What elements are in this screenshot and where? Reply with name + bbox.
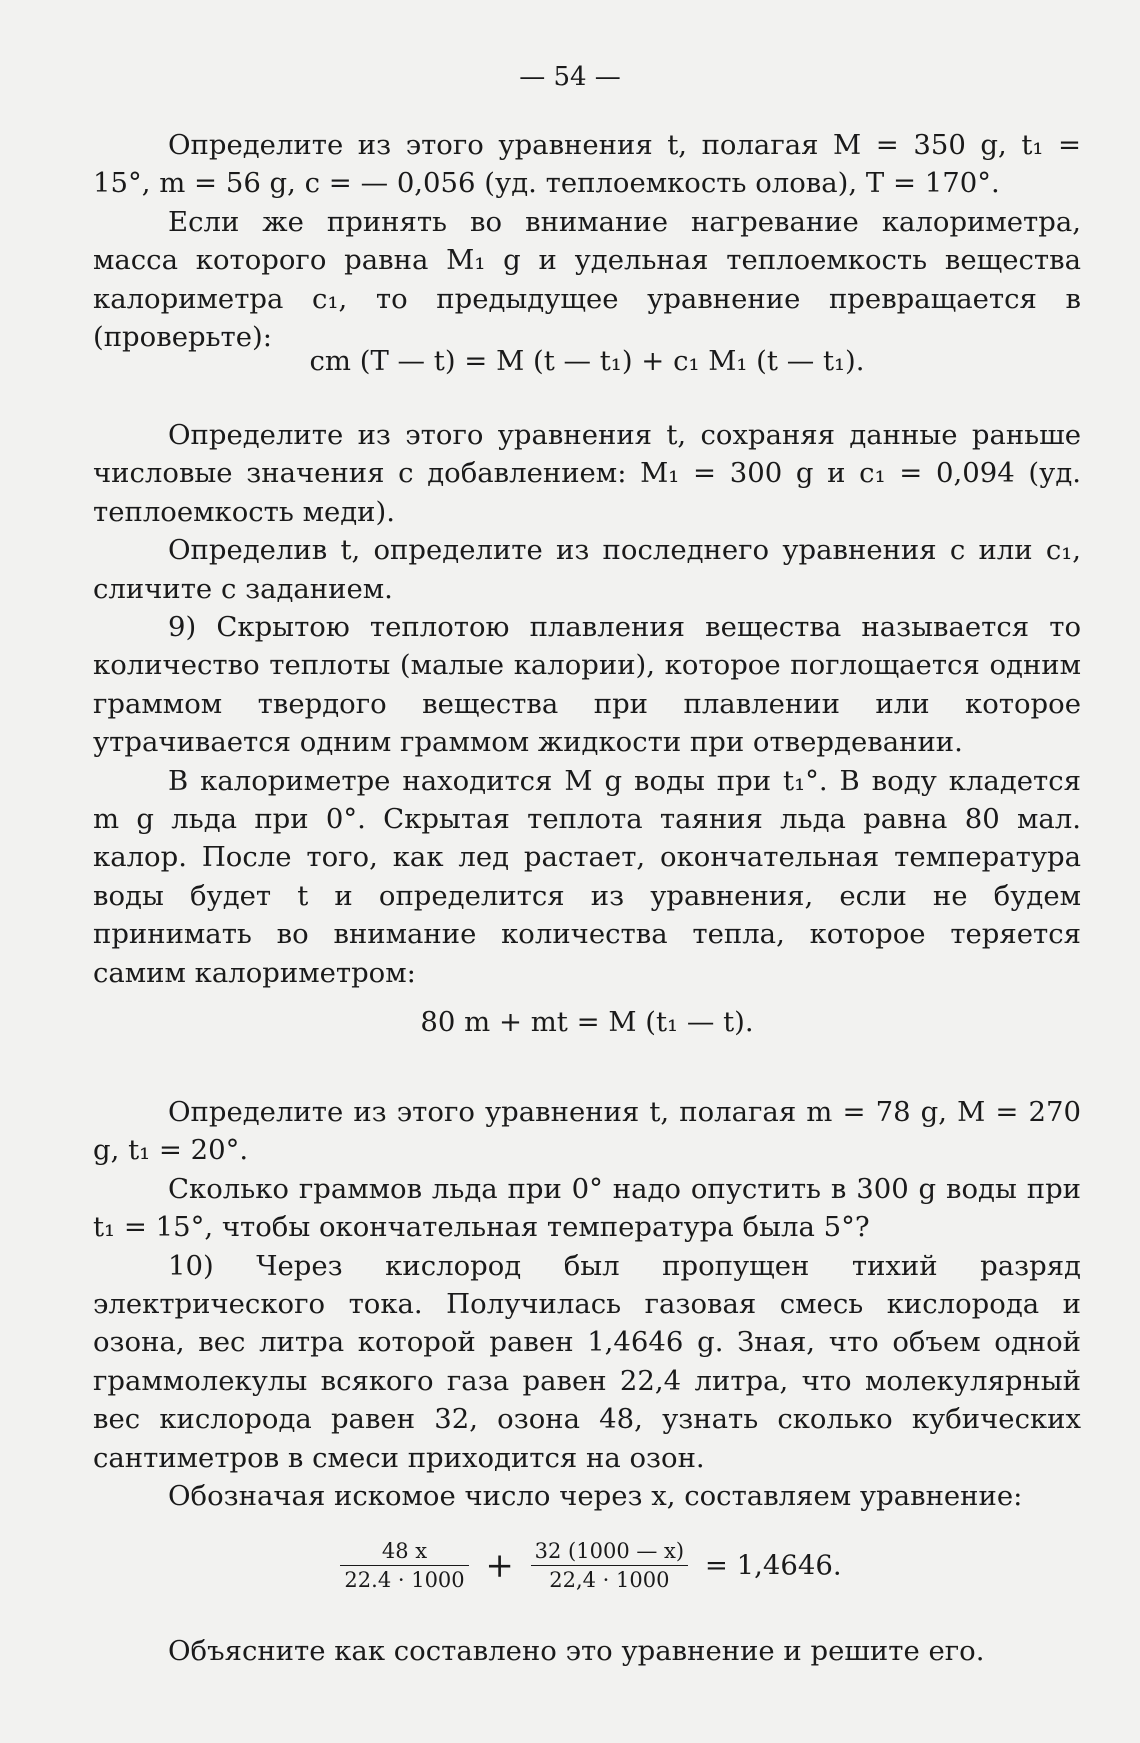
paragraph: Сколько граммов льда при 0° надо опустить в 300 g воды при t₁ = 15°, чтобы окончательная температура была 5°? — [93, 1172, 1081, 1244]
equation-rhs: = 1,4646. — [704, 1549, 842, 1582]
paragraph: Определите из этого уравнения t, полагая M = 350 g, t₁ = 15°, m = 56 g, c = — 0,056 (уд. теплоемкость олова), T = 170°. — [93, 129, 1081, 200]
paragraph: Если же принять во внимание нагревание калориметра, масса которого равна M₁ g и удельная теплоемкость вещества калориметра c₁, то предыдущее уравнение превращается в (проверьте): — [93, 205, 1081, 354]
paragraph: Обозначая искомое число через x, составляем уравнение: — [168, 1480, 1023, 1513]
equation: cm (T — t) = M (t — t₁) + c₁ M₁ (t — t₁). — [309, 345, 865, 377]
equation: 80 m + mt = M (t₁ — t). — [420, 1006, 754, 1038]
paragraph: 10) Через кислород был пропущен тихий разряд электрического тока. Получилась газовая смесь кислорода и озона, вес литра которой равен 1,4646 g. Зная, что объем одной граммолекулы всякого газа равен 22,4 литра, что молекулярный вес кислорода равен 32, озона 48, узнать сколько кубических сантиметров в смеси приходится на озон. — [93, 1249, 1081, 1474]
plus-sign: + — [485, 1545, 514, 1586]
paragraph: Определив t, определите из последнего уравнения c или c₁, сличите с заданием. — [93, 534, 1081, 605]
paragraph: Определите из этого уравнения t, сохраняя данные раньше числовые значения с добавлением: M₁ = 300 g и c₁ = 0,094 (уд. теплоемкость меди). — [93, 419, 1081, 528]
equation-1 — [93, 342, 1081, 380]
numerator: 32 (1000 — x) — [531, 1538, 688, 1566]
equation — [93, 1538, 1081, 1593]
denominator: 22,4 · 1000 — [549, 1568, 670, 1592]
paragraph: В калориметре находится M g воды при t₁°. В воду кладется m g льда при 0°. Скрытая теплота таяния льда равна 80 мал. калор. После того, как лед растает, окончательная температура воды будет t и определится из уравнения, если не будем принимать во внимание количества тепла, которое теряется самим калориметром: — [93, 764, 1081, 989]
equation-3 — [93, 1538, 1081, 1593]
fraction — [340, 1538, 468, 1593]
text-block-final — [93, 1632, 1081, 1670]
paragraph: Объясните как составлено это уравнение и решите его. — [168, 1635, 985, 1667]
fraction — [531, 1538, 688, 1593]
page-number: — 54 — — [519, 62, 621, 92]
paragraph: 9) Скрытою теплотою плавления вещества называется то количество теплоты (малые калории), которое поглощается одним граммом твердого вещества при плавлении или которое утрачивается одним граммом жидкости при отвердевании. — [93, 611, 1081, 759]
text-block-1 — [93, 126, 1081, 356]
text-block-3 — [93, 1093, 1081, 1515]
paragraph: Определите из этого уравнения t, полагая m = 78 g, M = 270 g, t₁ = 20°. — [93, 1096, 1081, 1167]
text-block-2 — [93, 416, 1081, 992]
denominator: 22.4 · 1000 — [344, 1568, 465, 1592]
numerator: 48 x — [340, 1538, 468, 1566]
equation-2 — [93, 1003, 1081, 1041]
